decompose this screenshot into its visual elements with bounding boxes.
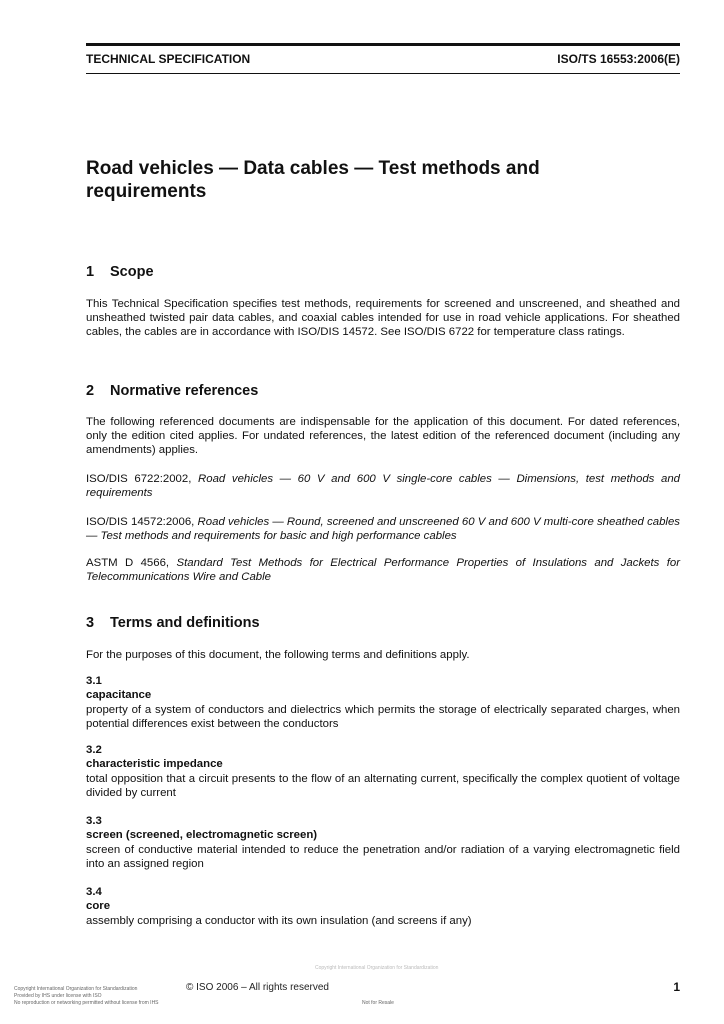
scope-paragraph: This Technical Specification specifies test methods, requirements for screened and unscreened, and sheathed and unsheathed twisted pair data cables, and coaxial cables intended for use in road vehicle applications. For sheathed cables, the cables are in accordance with ISO/DIS 14572. See ISO/DIS 6722 for temperature class ratings. [86,298,680,338]
header-doc-number: ISO/TS 16553:2006(E) [557,52,680,66]
section-number: 2 [86,383,95,399]
section-number: 3 [86,615,95,631]
title-line-2: requirements [86,181,207,202]
term-name: characteristic impedance [86,758,223,770]
watermark-text: Copyright International Organization for Standardization [315,965,439,971]
section-title: Scope [110,264,154,280]
footer-copyright-line: Copyright International Organization for Standardization [14,986,138,992]
section-number: 1 [86,264,95,280]
reference-id: ISO/DIS 6722:2002, [86,473,192,485]
footer-provided-line: Provided by IHS under license with ISO [14,993,102,999]
term-definition: assembly comprising a conductor with its own insulation (and screens if any) [86,915,472,927]
reference-title: Road vehicles — Round, screened and unscreened 60 V and 600 V multi-core sheathed cables — Test methods and requirements for basic and high performance cables [86,516,680,542]
reference-item [86,556,680,584]
section-heading-scope [86,264,154,280]
header-doc-type: TECHNICAL SPECIFICATION [86,52,251,66]
footer-rights-reserved: © ISO 2006 – All rights reserved [186,982,329,993]
section-heading-normative-references [86,383,258,399]
term-name: screen (screened, electromagnetic screen) [86,829,318,841]
reference-id: ASTM D 4566, [86,557,170,569]
term-number: 3.2 [86,744,102,756]
header-top-rule [86,43,680,46]
title-line-1: Road vehicles — Data cables — Test methods and [86,158,540,179]
section-heading-terms-definitions [86,615,260,631]
term-definition: screen of conductive material intended to reduce the penetration and/or radiation of a varying electromagnetic field into an assigned region [86,844,680,870]
footer-nonrepro-line: No reproduction or networking permitted without license from IHS [14,1000,159,1006]
terms-intro-paragraph: For the purposes of this document, the following terms and definitions apply. [86,649,470,661]
reference-item [86,515,680,543]
page-number: 1 [673,980,680,994]
reference-title: Road vehicles — 60 V and 600 V single-core cables — Dimensions, test methods and requirements [86,473,680,499]
footer-not-for-resale: Not for Resale [362,1000,394,1006]
term-number: 3.3 [86,815,102,827]
term-number: 3.4 [86,886,102,898]
term-definition: total opposition that a circuit presents to the flow of an alternating current, specifically the complex quotient of voltage divided by current [86,773,680,799]
term-definition: property of a system of conductors and dielectrics which permits the storage of electrically separated charges, when potential differences exist between the conductors [86,704,680,730]
document-title [86,157,646,203]
reference-id: ISO/DIS 14572:2006, [86,516,195,528]
term-name: core [86,900,111,912]
header-bottom-rule [86,73,680,74]
section-title: Terms and definitions [110,615,260,631]
term-number: 3.1 [86,675,102,687]
reference-item [86,472,680,500]
term-name: capacitance [86,689,152,701]
normative-intro-paragraph: The following referenced documents are indispensable for the application of this document. For dated references, only the edition cited applies. For undated references, the latest edition of the referenced document (including any amendments) applies. [86,416,680,456]
section-title: Normative references [110,383,259,399]
reference-title: Standard Test Methods for Electrical Performance Properties of Insulations and Jackets for Telecommunications Wire and Cable [86,557,681,583]
